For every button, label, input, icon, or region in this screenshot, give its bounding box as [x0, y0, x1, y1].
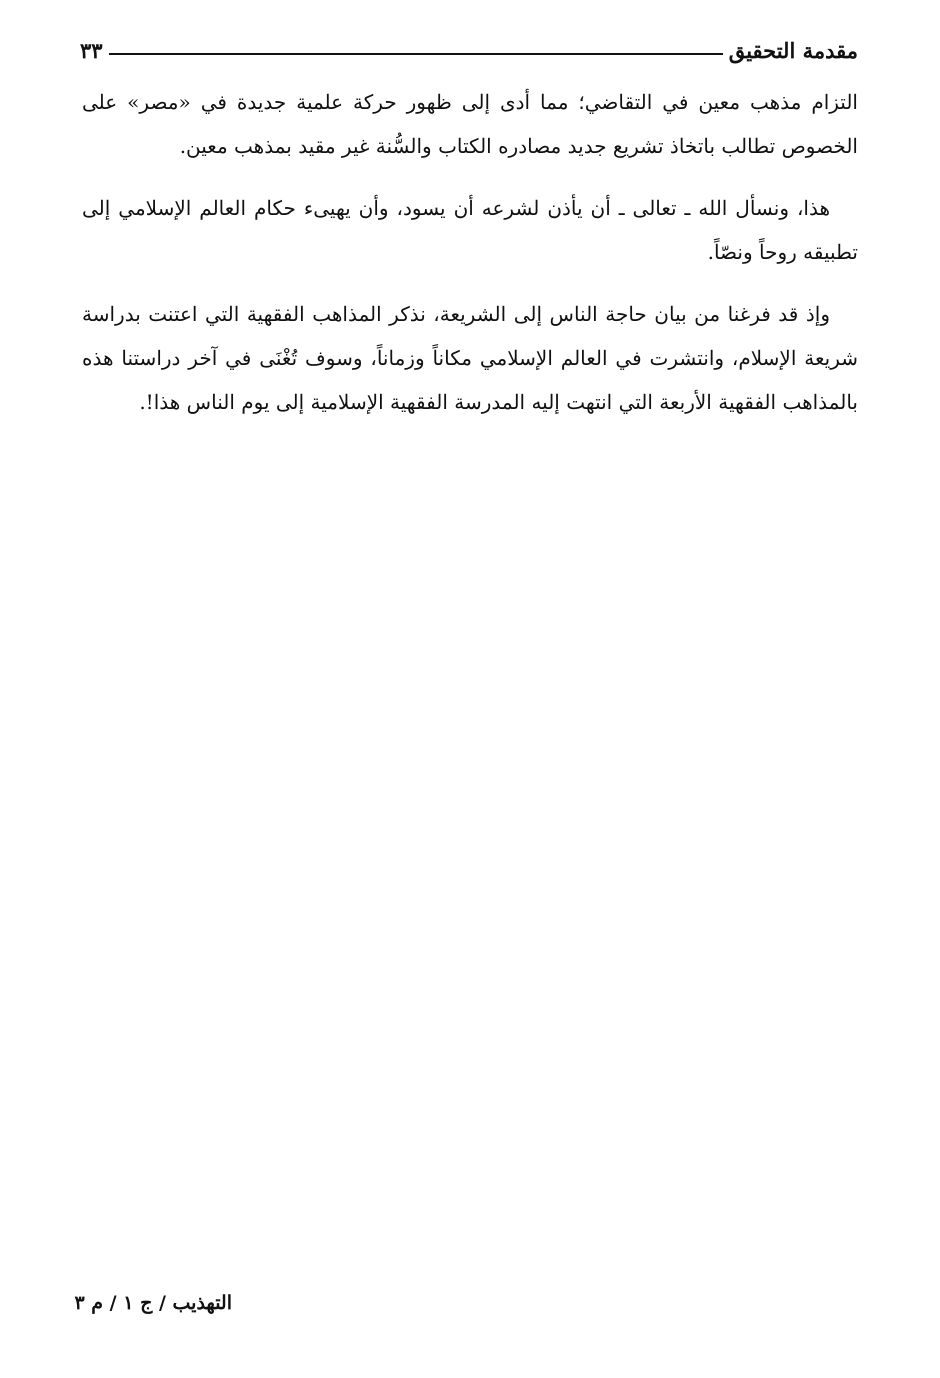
- signature-mark: التهذيب / ج ١ / م ٣: [74, 1292, 232, 1314]
- header-rule: [109, 53, 723, 55]
- chapter-title: مقدمة التحقيق: [728, 37, 858, 63]
- body-text: [82, 80, 858, 442]
- running-header: [80, 30, 858, 70]
- paragraph: التزام مذهب معين في التقاضي؛ مما أدى إلى ظهور حركة علمية جديدة في «مصر» على الخصوص تطالب باتخاذ تشريع جديد مصادره الكتاب والسُّنة غير مقيد بمذهب معين.: [82, 90, 858, 158]
- paragraph: وإذ قد فرغنا من بيان حاجة الناس إلى الشريعة، نذكر المذاهب الفقهية التي اعتنت بدراسة شريعة الإسلام، وانتشرت في العالم الإسلامي مكاناً وزماناً، وسوف تُغْنَى في آخر دراستنا هذه بالمذاهب الفقهية الأربعة التي انتهت إليه المدرسة الفقهية الإسلامية إلى يوم الناس هذا!.: [82, 302, 858, 414]
- page-number: ٣٣: [80, 37, 103, 63]
- paragraph: هذا، ونسأل الله ـ تعالى ـ أن يأذن لشرعه أن يسود، وأن يهيىء حكام العالم الإسلامي إلى تطبيقه روحاً ونصّاً.: [82, 196, 858, 264]
